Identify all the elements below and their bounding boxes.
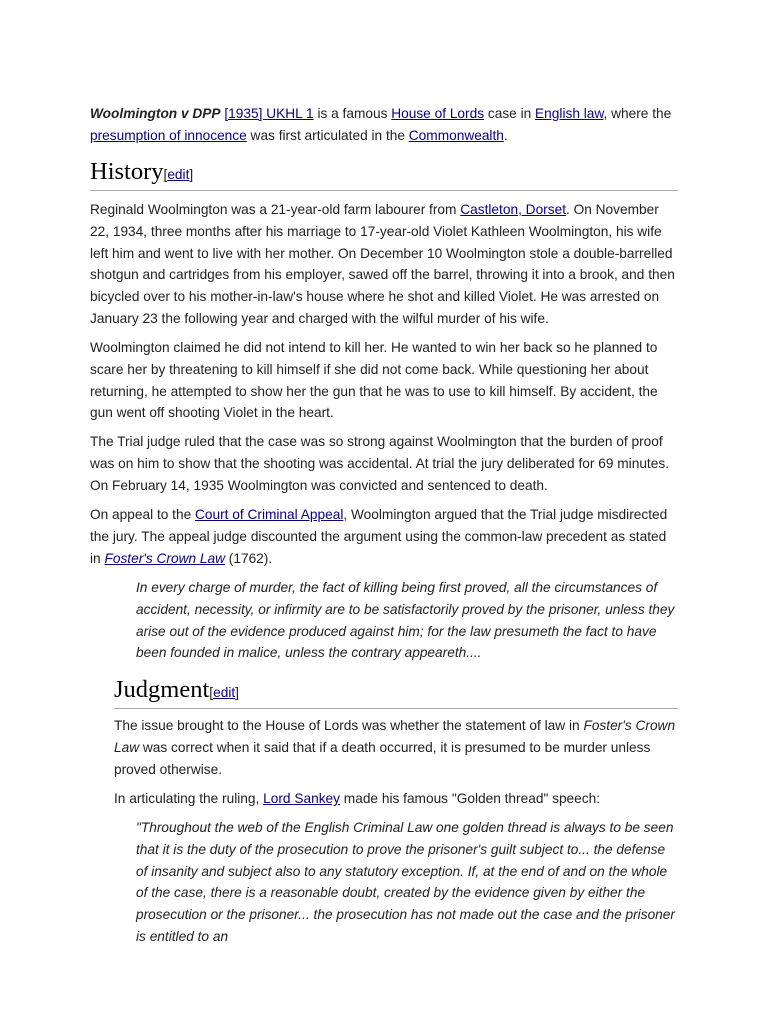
edit-link-history[interactable]: edit bbox=[167, 167, 190, 182]
section-title: Judgment bbox=[114, 676, 210, 703]
case-title: Woolmington v DPP bbox=[90, 106, 221, 121]
section-heading-history bbox=[90, 157, 678, 191]
link-presumption-of-innocence[interactable]: presumption of innocence bbox=[90, 127, 247, 143]
lead-paragraph: Woolmington v DPP [1935] UKHL 1 is a famous House of Lords case in English law, where the presumption of innocence was first articulated in the Commonwealth. bbox=[90, 106, 672, 143]
section-heading-judgment bbox=[114, 675, 678, 709]
edit-link-judgment[interactable]: edit bbox=[213, 685, 236, 700]
link-house-of-lords[interactable]: House of Lords bbox=[391, 106, 485, 121]
link-english-law[interactable]: English law bbox=[535, 106, 604, 121]
link-ukhl[interactable]: [1935] UKHL 1 bbox=[224, 106, 314, 121]
link-commonwealth[interactable]: Commonwealth bbox=[408, 127, 504, 143]
judgment-paragraph-2: In articulating the ruling, Lord Sankey made his famous "Golden thread" speech: bbox=[114, 791, 601, 806]
judgment-paragraph-1: The issue brought to the House of Lords was whether the statement of law in Foster's Crown Law was correct when it said that if a death occurred, it is presumed to be murder unless proved otherwise. bbox=[114, 718, 676, 777]
history-paragraph-3: The Trial judge ruled that the case was so strong against Woolmington that the burden of proof was on him to show that the shooting was accidental. At trial the jury deliberated for 69 minutes. On February 14, 1935 Woolmington was convicted and sentenced to death. bbox=[90, 434, 669, 493]
golden-thread-quote: "Throughout the web of the English Criminal Law one golden thread is always to be seen that it is the duty of the prosecution to prove the prisoner's guilt subject to... the defense of insanity and subject also to any statutory exception. If, at the end of and on the whole of the case, there is a reasonable doubt, created by the evidence given by either the prosecution or the prisoner... the prosecution has not made out the case and the prisoner is entitled to an bbox=[136, 820, 675, 944]
history-paragraph-2: Woolmington claimed he did not intend to kill her. He wanted to win her back so he planned to scare her by threatening to kill himself if she did not come back. While questioning her about returning, he attempted to show her the gun that he was to use to kill himself. By accident, the gun went off shooting Violet in the heart. bbox=[90, 340, 658, 421]
link-court-of-criminal-appeal[interactable]: Court of Criminal Appeal bbox=[195, 507, 344, 522]
link-lord-sankey[interactable]: Lord Sankey bbox=[263, 791, 340, 806]
history-paragraph-1: Reginald Woolmington was a 21-year-old farm labourer from Castleton, Dorset. On November 22, 1934, three months after his marriage to 17-year-old Violet Kathleen Woolmington, his wife left him and went to live with her mother. On December 10 Woolmington stole a double-barrelled shotgun and cartridges from his employer, sawed off the barrel, throwing it into a brook, and then bicycled over to his mother-in-law's house where he shot and killed Violet. He was arrested on January 23 the following year and charged with the wilful murder of his wife. bbox=[90, 202, 675, 326]
edit-section-links: [edit] bbox=[163, 167, 194, 182]
section-title: History bbox=[90, 158, 164, 185]
link-fosters-crown-law[interactable]: Foster's Crown Law bbox=[104, 550, 225, 566]
edit-section-links: [edit] bbox=[209, 685, 239, 700]
fosters-crown-law-quote: In every charge of murder, the fact of killing being first proved, all the circumstances of accident, necessity, or infirmity are to be satisfactorily proved by the prisoner, unless they arise out of the evidence produced against him; for the law presumeth the fact to have been founded in malice, unless the contrary appeareth.... bbox=[136, 580, 675, 661]
link-castleton-dorset[interactable]: Castleton, Dorset bbox=[460, 202, 566, 217]
history-paragraph-4: On appeal to the Court of Criminal Appeal, Woolmington argued that the Trial judge misdirected the jury. The appeal judge discounted the argument using the common-law precedent as stated in Foster's Crown Law (1762). bbox=[90, 507, 668, 566]
